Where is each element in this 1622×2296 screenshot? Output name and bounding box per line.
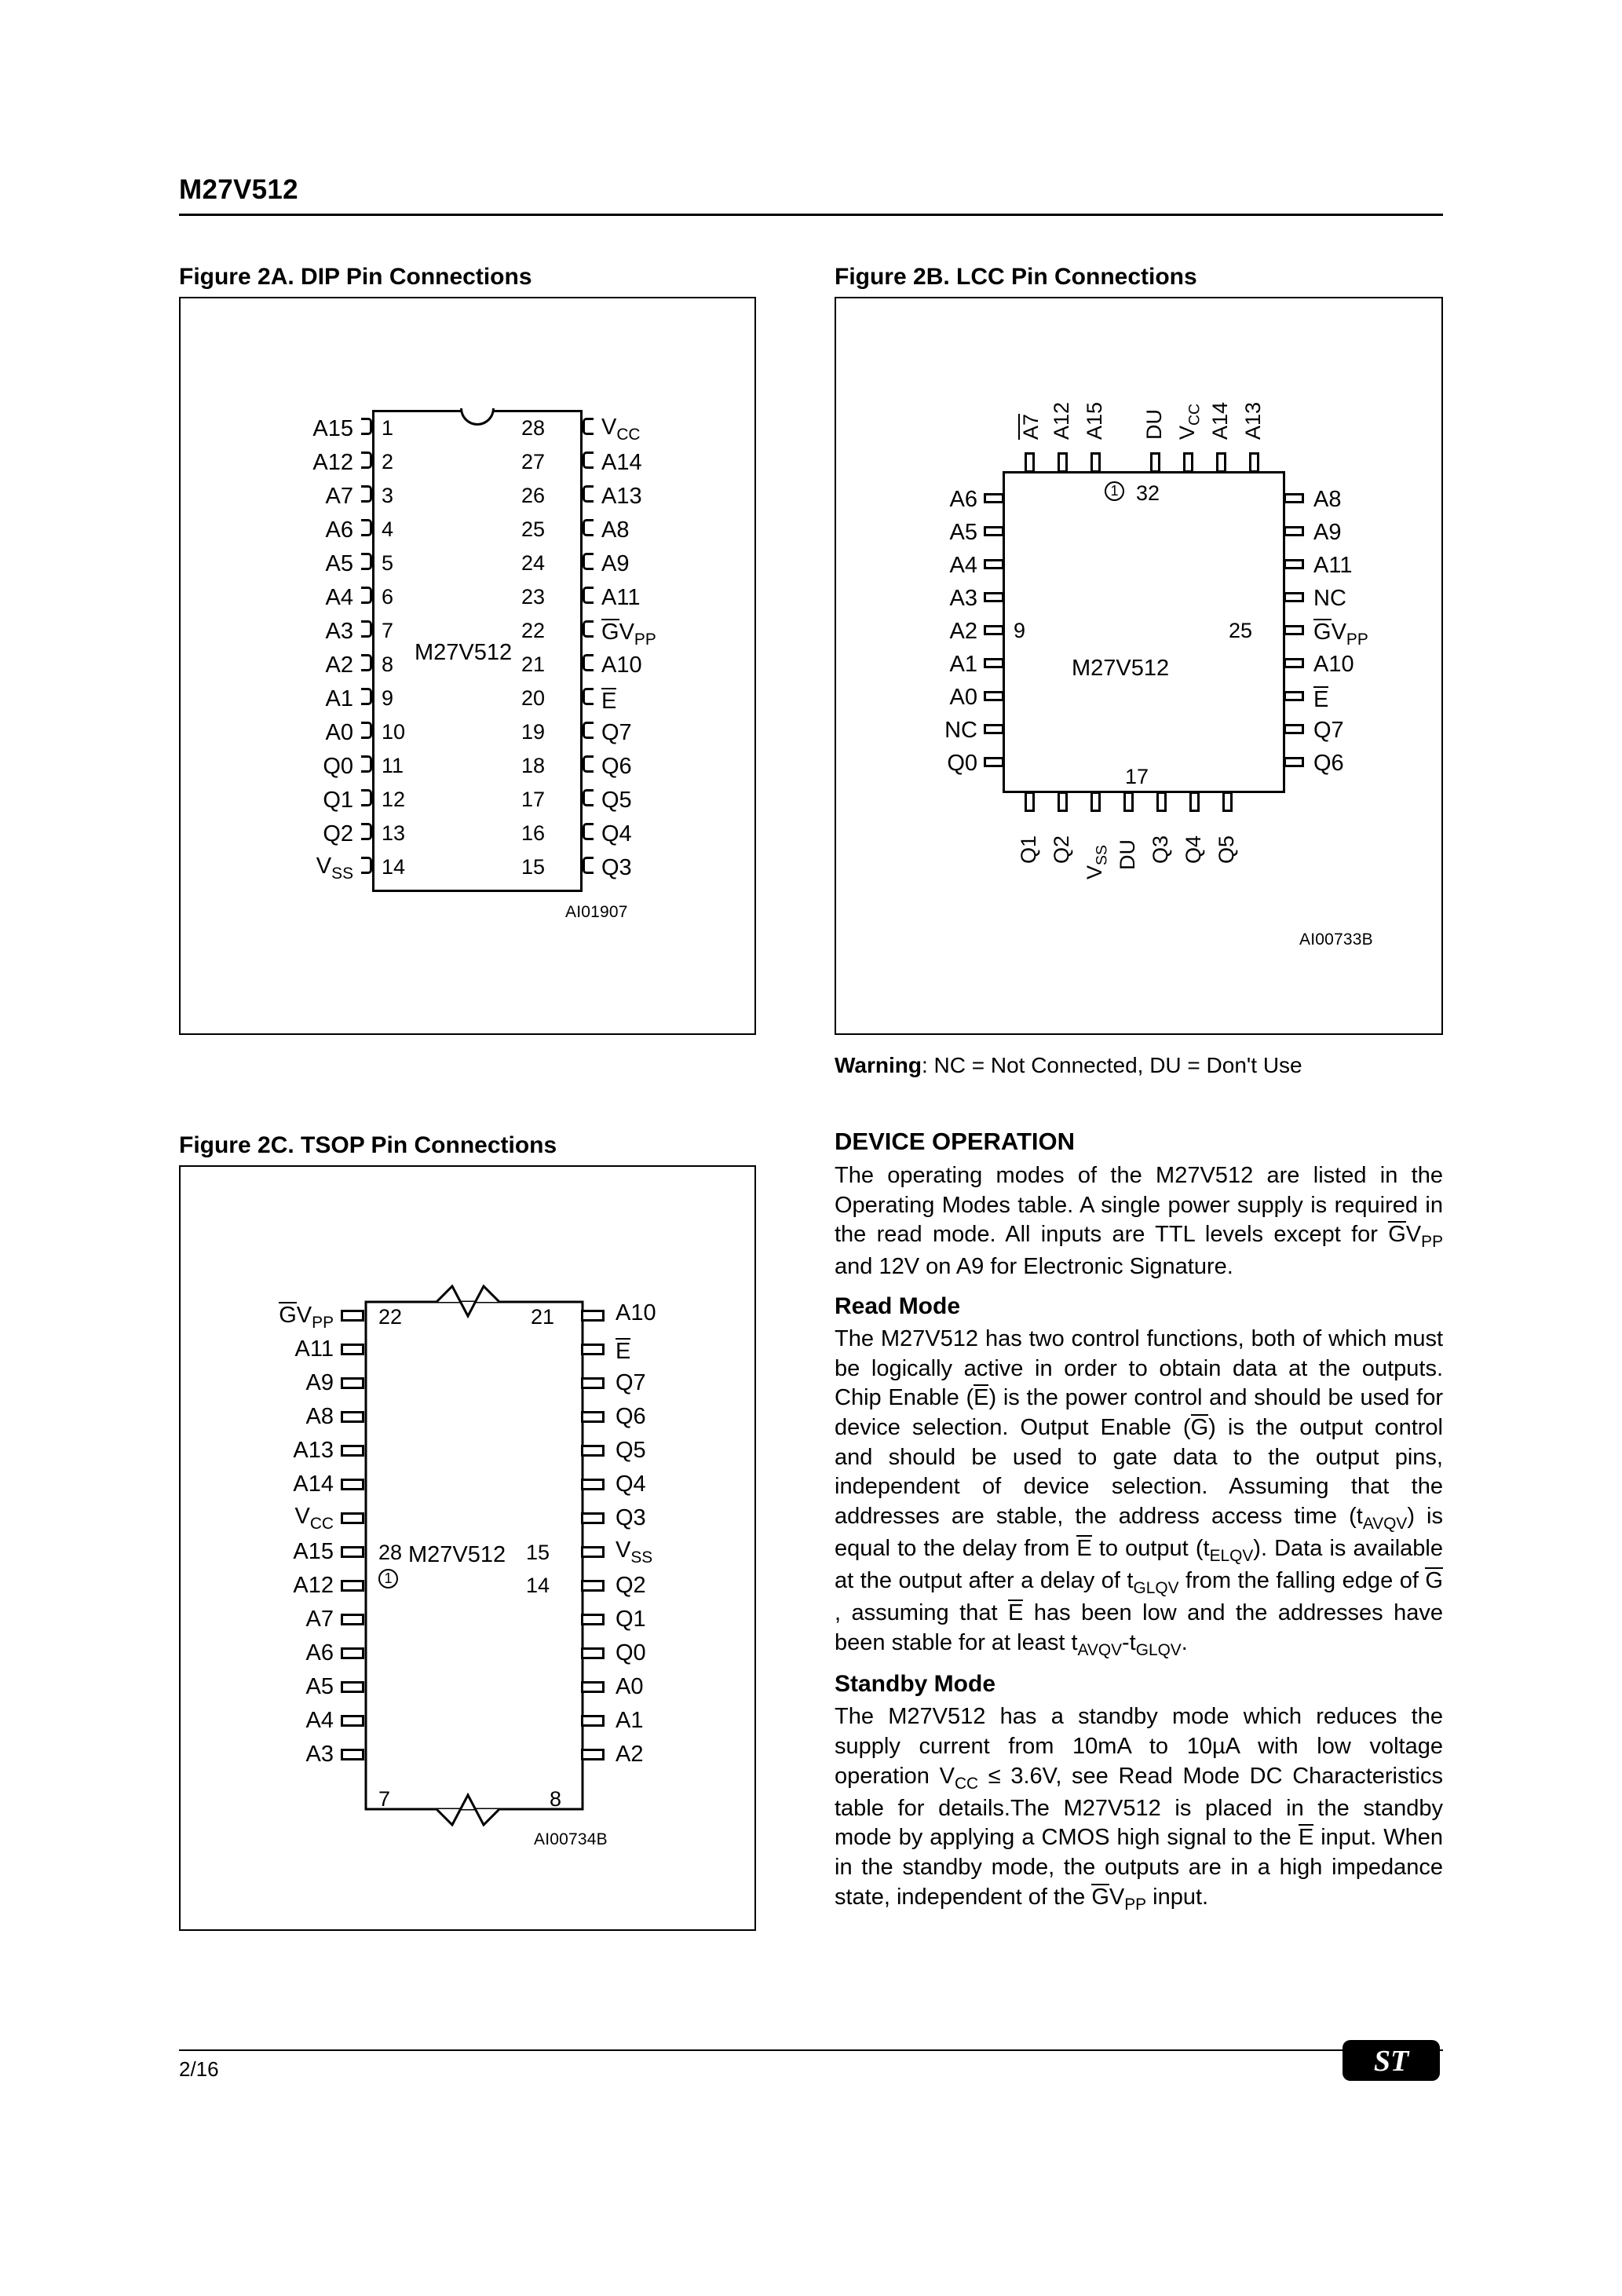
- pin-label-left-9: Q0: [947, 751, 977, 776]
- pin-label-right-28: $V_{CC}$: [601, 415, 641, 444]
- pin-label-right-2: A9: [1313, 520, 1342, 545]
- pin-number-left-13: 13: [382, 821, 406, 845]
- device-operation-section: [835, 1128, 1443, 1915]
- pin-label-right-5: Q5: [616, 1438, 646, 1463]
- pin-stub: [341, 1614, 364, 1625]
- pin-stub: [1284, 559, 1304, 569]
- header-rule: [179, 214, 1443, 216]
- pin-stub: [341, 1749, 364, 1760]
- pin-stub: [1025, 452, 1035, 473]
- pin-label-left-5: A2: [949, 619, 977, 644]
- pin-stub: [984, 493, 1004, 503]
- pin-label-left-14: A3: [305, 1742, 334, 1767]
- pin-label-right-19: Q7: [601, 720, 632, 745]
- pin-stub: [361, 452, 372, 469]
- pin-number-left-6: 6: [382, 585, 394, 609]
- pin-number-right-18: 18: [521, 754, 546, 777]
- pin-label-right-6: A10: [1313, 652, 1354, 677]
- pin-label-left-8: NC: [944, 718, 977, 743]
- pin-label-right-16: Q4: [601, 821, 632, 846]
- pin-number-left-4: 4: [382, 517, 394, 541]
- pin-stub: [581, 1749, 605, 1760]
- tsop-num-8: 8: [550, 1787, 562, 1811]
- figure-2a-box: [179, 297, 756, 1035]
- pin-label-top-6: A14: [1208, 401, 1232, 440]
- pin-label-right-4: Q6: [616, 1404, 646, 1429]
- pin-stub: [1058, 452, 1068, 473]
- pin-stub: [581, 1377, 605, 1389]
- pin-stub: [361, 418, 372, 435]
- pin-stub: [583, 857, 594, 874]
- pin-number-right-20: 20: [521, 686, 546, 710]
- page-title: M27V512: [179, 174, 298, 205]
- pin-stub: [1284, 757, 1304, 767]
- pin-stub: [1249, 452, 1259, 473]
- pin-label-left-1: A15: [312, 416, 353, 441]
- pin-stub: [984, 724, 1004, 734]
- figure-2c-code: AI00734B: [534, 1830, 608, 1848]
- pin-label-right-4: NC: [1313, 586, 1346, 611]
- pin-label-left-7: A0: [949, 685, 977, 710]
- figure-2a-caption: Figure 2A. DIP Pin Connections: [179, 264, 532, 290]
- pin-stub: [581, 1310, 605, 1322]
- pin-label-left-2: A5: [949, 520, 977, 545]
- pin-label-left-8: A2: [325, 653, 353, 678]
- pin-stub: [583, 789, 594, 806]
- pin-label-right-23: A11: [601, 585, 641, 610]
- pin-stub: [341, 1479, 364, 1490]
- pin-number-right-27: 27: [521, 450, 546, 473]
- pin-stub: [984, 658, 1004, 668]
- pin-stub: [984, 757, 1004, 767]
- tsop-num-14: 14: [526, 1574, 550, 1597]
- lcc-chip-name: M27V512: [1072, 656, 1170, 681]
- pin-number-left-8: 8: [382, 653, 394, 676]
- pin-number-left-10: 10: [382, 720, 406, 744]
- pin-label-top-4: DU: [1142, 409, 1166, 440]
- tsop-num-7: 7: [378, 1787, 391, 1811]
- pin-stub: [581, 1681, 605, 1693]
- pin-label-right-10: Q1: [616, 1607, 646, 1632]
- pin-label-right-7: E: [1313, 687, 1329, 712]
- pin-stub: [984, 625, 1004, 635]
- pin-label-bottom-6: Q4: [1182, 835, 1205, 864]
- pin-label-right-3: A11: [1313, 553, 1353, 578]
- footer-rule: [179, 2049, 1443, 2051]
- pin-stub: [341, 1445, 364, 1457]
- pin-label-top-5: $V_{CC}$: [1175, 403, 1204, 440]
- tsop-num-28: 28: [378, 1541, 403, 1564]
- pin-stub: [1284, 493, 1304, 503]
- pin-stub: [341, 1580, 364, 1592]
- pin-stub: [1090, 792, 1101, 812]
- pin-label-bottom-5: Q3: [1149, 835, 1172, 864]
- figure-2a-code: AI01907: [565, 903, 628, 921]
- pin-1-marker-icon: 1: [378, 1569, 398, 1589]
- pin-stub: [361, 857, 372, 874]
- pin-label-right-1: A8: [1313, 487, 1342, 512]
- pin-number-left-1: 1: [382, 416, 394, 440]
- pin-number-left-12: 12: [382, 788, 406, 811]
- pin-label-top-7: A13: [1241, 401, 1265, 440]
- pin-number-left-14: 14: [382, 855, 406, 879]
- pin-label-left-4: A8: [305, 1404, 334, 1429]
- pin-stub: [361, 722, 372, 739]
- pin-label-top-2: A12: [1050, 401, 1073, 440]
- pin-label-right-6: Q4: [616, 1472, 646, 1497]
- pin-number-right-15: 15: [521, 855, 546, 879]
- pin-label-left-3: A7: [325, 484, 353, 509]
- pin-stub: [581, 1647, 605, 1659]
- pin-label-left-11: A6: [305, 1640, 334, 1665]
- read-mode-heading: Read Mode: [835, 1292, 961, 1319]
- pin-stub: [361, 654, 372, 671]
- pin-stub: [583, 722, 594, 739]
- pin-number-right-23: 23: [521, 585, 546, 609]
- pin-number-left-7: 7: [382, 619, 394, 642]
- pin-label-left-11: Q0: [323, 754, 353, 779]
- pin-stub: [1284, 625, 1304, 635]
- pin-stub: [583, 620, 594, 638]
- pin-stub: [341, 1344, 364, 1355]
- pin-label-right-15: Q3: [601, 855, 632, 880]
- pin-number-left-5: 5: [382, 551, 394, 575]
- page-number: 2/16: [179, 2057, 219, 2081]
- tsop-num-22: 22: [378, 1305, 403, 1329]
- pin-label-left-6: A14: [293, 1472, 334, 1497]
- pin-label-right-2: E: [616, 1339, 631, 1364]
- pin-label-left-6: A1: [949, 652, 977, 677]
- pin-stub: [581, 1715, 605, 1727]
- pin-label-left-7: $V_{CC}$: [294, 1504, 334, 1533]
- pin-label-left-3: A4: [949, 553, 977, 578]
- svg-text:ST: ST: [1373, 2045, 1409, 2078]
- pin-label-right-1: A10: [616, 1300, 656, 1325]
- tsop-num-21: 21: [531, 1305, 555, 1329]
- pin-label-left-9: A1: [325, 686, 353, 711]
- pin-stub: [1058, 792, 1068, 812]
- pin-label-left-8: A15: [293, 1539, 334, 1564]
- figure-2b-code: AI00733B: [1299, 930, 1373, 949]
- lcc-warning-note: [835, 1053, 1302, 1078]
- pin-stub: [583, 553, 594, 570]
- pin-label-left-6: A4: [325, 585, 353, 610]
- pin-label-left-4: A6: [325, 517, 353, 543]
- pin-number-right-28: 28: [521, 416, 546, 440]
- pin-stub: [341, 1310, 364, 1322]
- pin-stub: [361, 553, 372, 570]
- pin-stub: [583, 452, 594, 469]
- pin-label-right-13: A1: [616, 1708, 644, 1733]
- pin-label-right-24: A9: [601, 551, 630, 576]
- device-operation-heading: DEVICE OPERATION: [835, 1128, 1076, 1155]
- st-logo-icon: [1343, 2037, 1440, 2084]
- lcc-pin-25-number: 25: [1229, 619, 1253, 642]
- pin-stub: [581, 1546, 605, 1558]
- pin-stub: [341, 1512, 364, 1524]
- pin-stub: [1222, 792, 1233, 812]
- pin-stub: [583, 485, 594, 503]
- dip-chip-name: M27V512: [415, 640, 513, 665]
- pin-label-bottom-1: Q1: [1017, 835, 1040, 864]
- pin-number-right-22: 22: [521, 619, 546, 642]
- pin-label-bottom-3: $V_{SS}$: [1083, 845, 1111, 879]
- pin-stub: [1156, 792, 1167, 812]
- pin-label-right-26: A13: [601, 484, 642, 509]
- pin-1-marker-icon: 1: [1105, 481, 1124, 501]
- lcc-pin-9-number: 9: [1014, 619, 1026, 642]
- pin-stub: [361, 823, 372, 840]
- pin-stub: [1284, 592, 1304, 602]
- pin-stub: [361, 688, 372, 705]
- pin-label-right-21: A10: [601, 653, 642, 678]
- pin-stub: [341, 1681, 364, 1693]
- pin-stub: [361, 587, 372, 604]
- pin-stub: [361, 789, 372, 806]
- pin-number-right-19: 19: [521, 720, 546, 744]
- pin-label-left-7: A3: [325, 619, 353, 644]
- pin-stub: [361, 755, 372, 773]
- pin-stub: [984, 592, 1004, 602]
- pin-stub: [361, 620, 372, 638]
- pin-number-right-17: 17: [521, 788, 546, 811]
- pin-stub: [1189, 792, 1200, 812]
- pin-number-left-2: 2: [382, 450, 394, 473]
- pin-label-right-9: Q6: [1313, 751, 1344, 776]
- pin-number-left-11: 11: [382, 754, 404, 777]
- pin-label-left-1: $GV_{PP}$: [279, 1303, 334, 1332]
- pin-stub: [984, 526, 1004, 536]
- pin-stub: [583, 587, 594, 604]
- pin-stub: [1284, 658, 1304, 668]
- figure-2b-box: [835, 297, 1443, 1035]
- pin-label-left-5: A13: [293, 1438, 334, 1463]
- pin-label-right-12: A0: [616, 1674, 644, 1699]
- pin-stub: [581, 1512, 605, 1524]
- pin-label-right-27: A14: [601, 450, 642, 475]
- pin-stub: [581, 1445, 605, 1457]
- pin-stub: [581, 1479, 605, 1490]
- pin-label-top-3: A15: [1083, 401, 1106, 440]
- tsop-chip-name: M27V512: [408, 1542, 506, 1567]
- pin-label-left-10: A0: [325, 720, 353, 745]
- warning-text: : NC = Not Connected, DU = Don't Use: [921, 1053, 1302, 1077]
- pin-stub: [581, 1344, 605, 1355]
- pin-stub: [984, 559, 1004, 569]
- pin-stub: [1150, 452, 1160, 473]
- pin-label-left-3: A9: [305, 1370, 334, 1395]
- pin-label-left-14: $V_{SS}$: [316, 854, 353, 883]
- pin-stub: [1284, 526, 1304, 536]
- pin-stub: [341, 1411, 364, 1423]
- pin-stub: [1025, 792, 1035, 812]
- pin-stub: [361, 519, 372, 536]
- pin-label-right-8: $V_{SS}$: [616, 1537, 653, 1567]
- pin-label-bottom-2: Q2: [1050, 835, 1073, 864]
- page-header: [179, 174, 1443, 216]
- pin-label-left-1: A6: [949, 487, 977, 512]
- pin-stub: [583, 688, 594, 705]
- pin-stub: [581, 1614, 605, 1625]
- pin-number-right-16: 16: [521, 821, 546, 845]
- pin-stub: [1183, 452, 1193, 473]
- pin-label-bottom-7: Q5: [1215, 835, 1238, 864]
- pin-stub: [984, 691, 1004, 701]
- pin-number-right-25: 25: [521, 517, 546, 541]
- pin-number-left-9: 9: [382, 686, 394, 710]
- pin-number-left-3: 3: [382, 484, 394, 507]
- standby-mode-heading: Standby Mode: [835, 1671, 996, 1698]
- figure-2b-caption: Figure 2B. LCC Pin Connections: [835, 264, 1197, 290]
- pin-label-left-2: A12: [312, 450, 353, 475]
- pin-label-left-12: A5: [305, 1674, 334, 1699]
- figure-2c-box: [179, 1165, 756, 1931]
- pin-stub: [1284, 724, 1304, 734]
- warning-label: Warning: [835, 1053, 922, 1077]
- pin-stub: [361, 485, 372, 503]
- pin-label-right-14: A2: [616, 1742, 644, 1767]
- pin-stub: [341, 1715, 364, 1727]
- pin-stub: [583, 418, 594, 435]
- pin-label-right-20: E: [601, 689, 617, 714]
- pin-label-left-12: Q1: [323, 788, 353, 813]
- pin-label-right-25: A8: [601, 517, 630, 543]
- pin-stub: [581, 1580, 605, 1592]
- pin-label-right-5: $GV_{PP}$: [1313, 620, 1368, 649]
- pin-stub: [581, 1411, 605, 1423]
- pin-stub: [1284, 691, 1304, 701]
- lcc-pin-32-number: 32: [1136, 481, 1160, 505]
- pin-label-right-22: $GV_{PP}$: [601, 620, 656, 649]
- pin-label-right-3: Q7: [616, 1370, 646, 1395]
- tsop-num-15: 15: [526, 1541, 550, 1564]
- pin-label-left-13: A4: [305, 1708, 334, 1733]
- pin-label-left-5: A5: [325, 551, 353, 576]
- figure-2c-caption: Figure 2C. TSOP Pin Connections: [179, 1132, 557, 1158]
- pin-label-right-11: Q0: [616, 1640, 646, 1665]
- pin-stub: [583, 519, 594, 536]
- pin-label-left-4: A3: [949, 586, 977, 611]
- pin-label-right-8: Q7: [1313, 718, 1344, 743]
- pin-label-right-9: Q2: [616, 1573, 646, 1598]
- pin-stub: [583, 654, 594, 671]
- pin-stub: [341, 1647, 364, 1659]
- pin-stub: [1123, 792, 1134, 812]
- pin-label-left-13: Q2: [323, 821, 353, 846]
- pin-label-left-10: A7: [305, 1607, 334, 1632]
- pin-stub: [583, 823, 594, 840]
- pin-stub: [1216, 452, 1226, 473]
- pin-number-right-26: 26: [521, 484, 546, 507]
- pin-number-right-21: 21: [521, 653, 546, 676]
- pin-stub: [341, 1546, 364, 1558]
- device-operation-intro: The operating modes of the M27V512 are listed in the Operating Modes table. A single power supply is required in the read mode. All inputs are TTL levels except for $GV_{PP}$ and 12V on A9 for Electronic Signature.: [835, 1163, 1443, 1280]
- pin-label-right-17: Q5: [601, 788, 632, 813]
- pin-label-right-7: Q3: [616, 1505, 646, 1530]
- pin-stub: [341, 1377, 364, 1389]
- pin-stub: [1090, 452, 1101, 473]
- read-mode-text: The M27V512 has two control functions, both of which must be logically active in order to obtain data at the outputs. Chip Enable (E) is the power control and should be used for device selection. Output Enable (G) is the output control and should be used to gate data to the output pins, independent of device selection. Assuming that the addresses are stable, the address access time $(t_{AVQV})$ is equal to the delay from E to output $(t_{ELQV})$. Data is available at the output after a delay of $t_{GLQV}$ from the falling edge of G, assuming that E has been low and the addresses have been stable for at least $t_{AVQV}-t_{GLQV}$.: [835, 1325, 1444, 1659]
- pin-label-left-9: A12: [293, 1573, 334, 1598]
- pin-label-top-1: A7: [1019, 413, 1043, 440]
- pin-number-right-24: 24: [521, 551, 546, 575]
- lcc-pin-17-number: 17: [1125, 765, 1149, 788]
- pin-label-bottom-4: DU: [1116, 839, 1139, 870]
- standby-mode-text: The M27V512 has a standby mode which reduces the supply current from 10mA to 10µA with low voltage operation $V_{CC} \le 3.6V$, see Read Mode DC Characteristics table for details.The M27V512 is placed in the standby mode by applying a CMOS high signal to the E input. When in the standby mode, the outputs are in a high impedance state, independent of the $GV_{PP}$ input.: [835, 1704, 1443, 1914]
- pin-label-right-18: Q6: [601, 754, 632, 779]
- pin-label-left-2: A11: [294, 1336, 334, 1362]
- pin-stub: [583, 755, 594, 773]
